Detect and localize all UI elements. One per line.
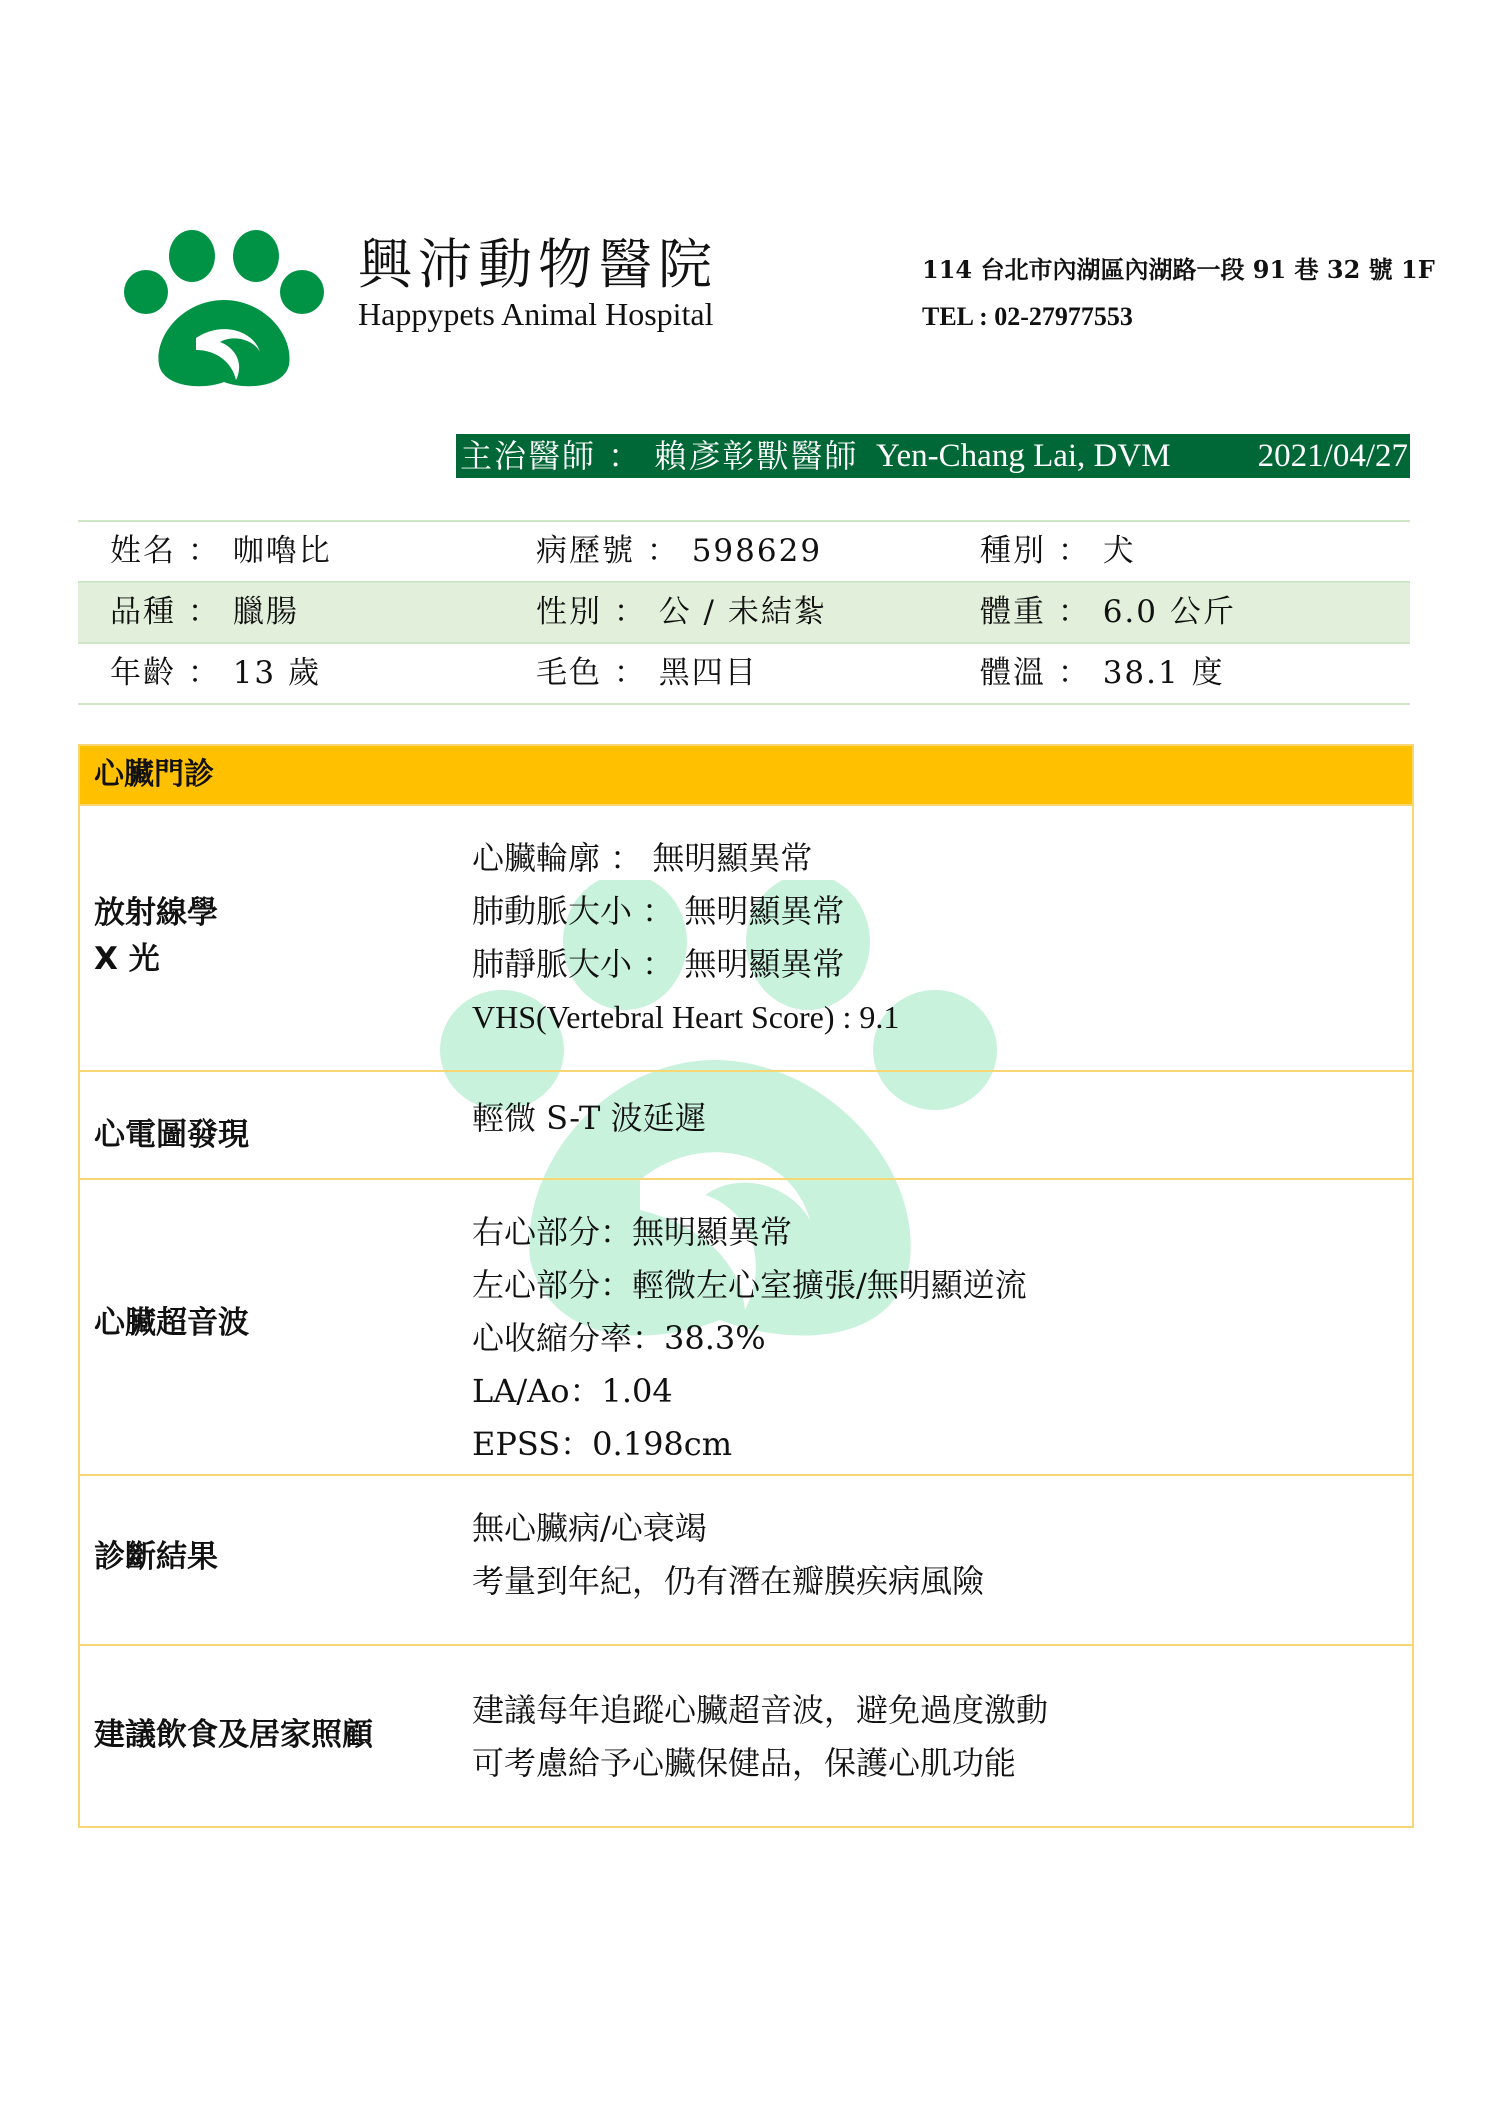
cardiac-values bbox=[472, 832, 899, 1044]
label-line: 心臟超音波 bbox=[94, 1305, 249, 1341]
value-line: VHS(Vertebral Heart Score) : 9.1 bbox=[472, 999, 900, 1035]
value-line: 無心臟病/心衰竭 bbox=[472, 1509, 707, 1547]
breed: 品種 ： 臘腸 bbox=[110, 594, 299, 630]
value-line: 考量到年紀，仍有潛在瓣膜疾病風險 bbox=[472, 1562, 985, 1600]
patient-info-table bbox=[78, 520, 1410, 705]
coat-color: 毛色 ： 黑四目 bbox=[536, 655, 758, 691]
paw-logo-icon bbox=[124, 230, 324, 390]
value-line: 左心部分：輕微左心室擴張/無明顯逆流 bbox=[472, 1266, 1027, 1304]
weight: 體重 ： 6.0 公斤 bbox=[980, 594, 1236, 630]
cardiac-values bbox=[472, 1502, 984, 1608]
cardiac-label bbox=[94, 1112, 249, 1158]
cardiac-row-xray bbox=[80, 806, 1412, 1072]
value-line: 可考慮給予心臟保健品，保護心肌功能 bbox=[472, 1744, 1017, 1782]
species: 種別 ： 犬 bbox=[980, 533, 1136, 569]
visit-date: 2021/04/27 bbox=[1257, 438, 1408, 474]
cardiac-row-echo bbox=[80, 1180, 1412, 1476]
record-number: 病歷號 ： 598629 bbox=[536, 533, 823, 569]
cardiac-table bbox=[78, 744, 1414, 1828]
value-line: 肺靜脈大小 ： 無明顯異常 bbox=[472, 945, 845, 983]
label-line: 心電圖發現 bbox=[94, 1117, 249, 1153]
cardiac-values bbox=[472, 1206, 1027, 1471]
value-line: 建議每年追蹤心臟超音波，避免過度激動 bbox=[472, 1691, 1049, 1729]
value-line: 右心部分：無明顯異常 bbox=[472, 1213, 793, 1251]
cardiac-values bbox=[472, 1684, 1048, 1790]
doctor-bar bbox=[456, 434, 1410, 478]
patient-row bbox=[78, 642, 1410, 705]
cardiac-label bbox=[94, 1300, 249, 1346]
label-line: 診斷結果 bbox=[94, 1539, 218, 1575]
label-line: 建議飲食及居家照顧 bbox=[94, 1717, 373, 1753]
hospital-name-en: Happypets Animal Hospital bbox=[358, 296, 714, 332]
age: 年齡 ： 13 歲 bbox=[110, 655, 322, 691]
value-line: 心臟輪廓 ： 無明顯異常 bbox=[472, 839, 813, 877]
value-line: 心收縮分率：38.3% bbox=[472, 1319, 766, 1357]
hospital-tel: TEL : 02-27977553 bbox=[922, 302, 1133, 331]
label-line: 放射線學 bbox=[94, 895, 218, 931]
cardiac-label bbox=[94, 1534, 218, 1580]
cardiac-label bbox=[94, 1712, 373, 1758]
cardiac-row-ecg bbox=[80, 1072, 1412, 1180]
value-line: 輕微 S-T 波延遲 bbox=[472, 1099, 707, 1137]
value-line: 肺動脈大小 ： 無明顯異常 bbox=[472, 892, 845, 930]
doctor-label: 主治醫師 ： 賴彥彰獸醫師 bbox=[460, 437, 859, 475]
temperature: 體溫 ： 38.1 度 bbox=[980, 655, 1225, 691]
doctor-name-en: Yen-Chang Lai, DVM bbox=[876, 438, 1171, 474]
patient-name: 姓名 ： 咖嚕比 bbox=[110, 533, 332, 569]
hospital-name-zh: 興沛動物醫院 bbox=[358, 233, 718, 296]
value-line: LA/Ao：1.04 bbox=[472, 1372, 673, 1410]
patient-row bbox=[78, 520, 1410, 581]
label-line: X 光 bbox=[94, 941, 160, 977]
value-line: EPSS：0.198cm bbox=[472, 1425, 733, 1463]
patient-row bbox=[78, 581, 1410, 642]
cardiac-row-diagnosis bbox=[80, 1476, 1412, 1646]
sex: 性別 ： 公 / 未結紮 bbox=[536, 594, 827, 630]
cardiac-label bbox=[94, 890, 218, 982]
cardiac-values bbox=[472, 1092, 706, 1145]
cardiac-table-header: 心臟門診 bbox=[80, 746, 1412, 806]
cardiac-row-care-advice bbox=[80, 1646, 1412, 1826]
hospital-address: 114 台北市內湖區內湖路一段 91 巷 32 號 1F bbox=[922, 255, 1435, 284]
